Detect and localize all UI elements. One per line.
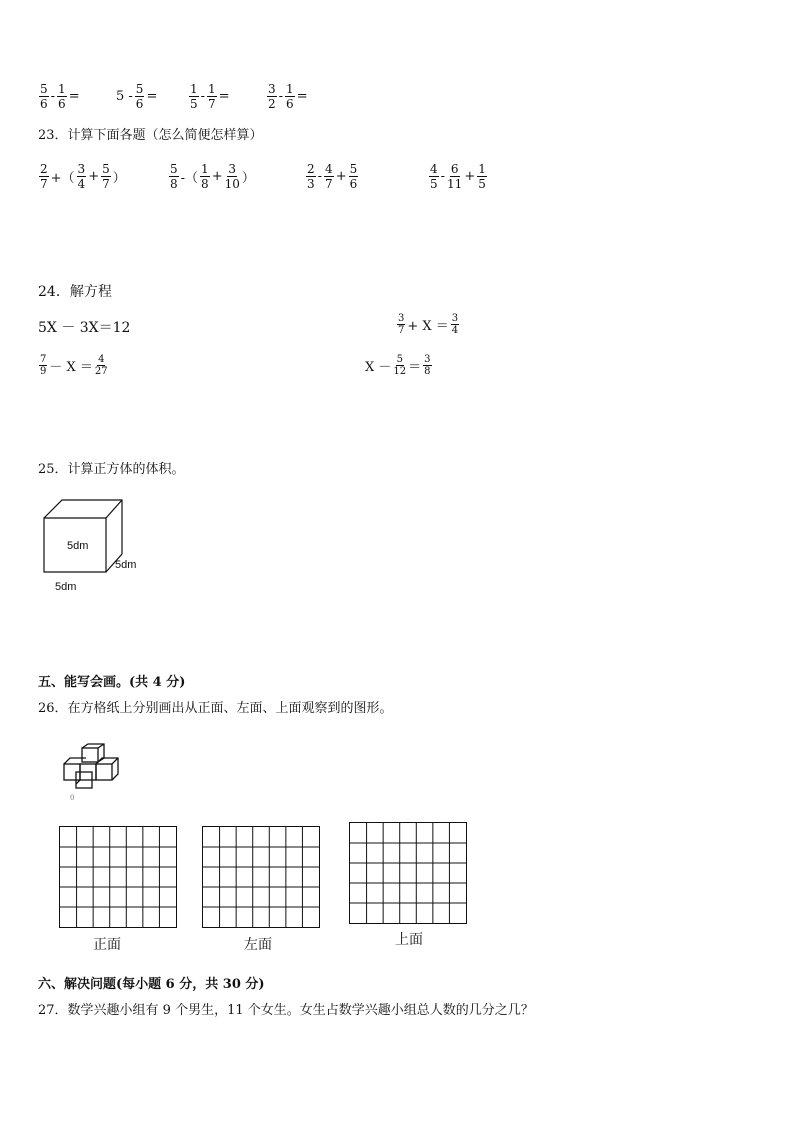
fraction: [451, 313, 459, 336]
numerator: 3: [424, 354, 431, 365]
denominator: 7: [102, 177, 110, 191]
expr-23-4: [428, 162, 488, 191]
fraction: [169, 162, 179, 191]
operator: -（: [180, 171, 199, 186]
question-24-title: 24．解方程: [38, 284, 112, 300]
denominator: 12: [393, 366, 407, 377]
numerator: 2: [307, 162, 315, 176]
operator: =: [296, 89, 308, 104]
numerator: 3: [268, 82, 276, 96]
denominator: 7: [40, 177, 48, 191]
cube-label-bottom: 5dm: [55, 581, 77, 593]
denominator: 3: [307, 177, 315, 191]
numerator: 2: [40, 162, 48, 176]
fraction: [423, 354, 431, 377]
numerator: 3: [228, 162, 237, 176]
numerator: 3: [451, 313, 459, 324]
denominator: 6: [286, 97, 294, 111]
fraction: [306, 162, 316, 191]
operator: + X ＝: [407, 319, 449, 334]
fraction: [95, 354, 108, 377]
fraction: [397, 313, 405, 336]
operator: ）: [241, 171, 255, 186]
operator: ）: [112, 171, 126, 186]
numerator: 3: [398, 313, 405, 324]
denominator: 6: [135, 97, 144, 111]
fraction: [207, 82, 217, 111]
fraction: [324, 162, 334, 191]
numerator: 1: [201, 162, 209, 176]
denominator: 27: [94, 366, 108, 377]
operator: ＝: [408, 360, 422, 375]
fraction: [39, 354, 47, 377]
operator: 5 -: [116, 89, 133, 104]
denominator: 7: [208, 97, 216, 111]
expr-22-2: [115, 82, 158, 111]
equation-2: [396, 313, 460, 336]
operator: +: [88, 169, 100, 184]
fraction: [39, 82, 49, 111]
denominator: 7: [398, 325, 405, 336]
denominator: 4: [451, 325, 459, 336]
cube-label-side: 5dm: [115, 559, 137, 571]
expr-22-3: [188, 82, 231, 111]
denominator: 6: [40, 97, 48, 111]
denominator: 8: [424, 366, 431, 377]
cube-diagram: [40, 496, 126, 576]
fraction: [447, 162, 462, 191]
equation-4: [364, 354, 433, 377]
expr-22-1: [38, 82, 81, 111]
denominator: 8: [201, 177, 209, 191]
grid-top[interactable]: [349, 822, 467, 924]
operator: +（: [50, 171, 75, 186]
numerator: 4: [98, 354, 105, 365]
denominator: 10: [224, 177, 240, 191]
operator: -: [278, 89, 284, 104]
fraction: [393, 354, 406, 377]
operator: =: [68, 89, 80, 104]
fraction: [189, 82, 199, 111]
question-27-text: 27．数学兴趣小组有 9 个男生，11 个女生。女生占数学兴趣小组总人数的几分之几？: [38, 1003, 534, 1018]
expr-22-4: [266, 82, 309, 111]
denominator: 5: [430, 177, 438, 191]
cube-stack-figure: [58, 742, 128, 802]
denominator: 6: [349, 177, 358, 191]
operator: =: [218, 89, 230, 104]
numerator: 5: [102, 162, 110, 176]
grid-front[interactable]: [59, 826, 177, 928]
fraction: [200, 162, 210, 191]
numerator: 7: [40, 354, 47, 365]
operator: =: [146, 89, 158, 104]
svg-text:0: 0: [70, 794, 75, 802]
grid-left[interactable]: [202, 826, 320, 928]
fraction: [135, 82, 145, 111]
numerator: 6: [450, 162, 459, 176]
numerator: 5: [349, 162, 358, 176]
grid-label-front: 正面: [93, 937, 121, 953]
question-23-title: 23．计算下面各题（怎么简便怎样算）: [38, 128, 263, 143]
expr-23-3: [305, 162, 359, 191]
fraction: [349, 162, 359, 191]
operator: +: [464, 169, 476, 184]
numerator: 5: [135, 82, 144, 96]
grid-label-left: 左面: [244, 937, 272, 953]
fraction: [267, 82, 277, 111]
section-5-title: 五、能写会画。(共 4 分): [38, 675, 186, 690]
denominator: 8: [170, 177, 178, 191]
operator: X －: [365, 360, 392, 375]
denominator: 5: [190, 97, 198, 111]
numerator: 5: [170, 162, 178, 176]
denominator: 2: [268, 97, 276, 111]
question-26-text: 26．在方格纸上分别画出从正面、左面、上面观察到的图形。: [38, 701, 393, 716]
section-6-title: 六、解决问题(每小题 6 分，共 30 分): [38, 977, 265, 992]
fraction: [477, 162, 487, 191]
numerator: 1: [478, 162, 486, 176]
cube-label-front: 5dm: [67, 540, 89, 552]
expr-23-2: [168, 162, 256, 191]
equation-1: 5X － 3X＝12: [38, 320, 131, 336]
fraction: [57, 82, 67, 111]
expr-23-1: [38, 162, 127, 191]
numerator: 1: [208, 82, 216, 96]
denominator: 4: [77, 177, 86, 191]
numerator: 5: [396, 354, 403, 365]
grid-label-top: 上面: [395, 932, 423, 948]
operator: -: [440, 169, 446, 184]
operator: -: [50, 89, 56, 104]
fraction: [101, 162, 111, 191]
fraction: [225, 162, 240, 191]
fraction: [77, 162, 87, 191]
operator: -: [317, 169, 323, 184]
denominator: 7: [325, 177, 333, 191]
question-25-title: 25．计算正方体的体积。: [38, 462, 185, 477]
operator: +: [211, 169, 223, 184]
operator: － X ＝: [49, 360, 93, 375]
equation-3: [38, 354, 109, 377]
fraction: [39, 162, 49, 191]
denominator: 6: [58, 97, 66, 111]
denominator: 5: [478, 177, 486, 191]
numerator: 1: [286, 82, 294, 96]
operator: +: [335, 169, 347, 184]
numerator: 5: [40, 82, 48, 96]
numerator: 4: [325, 162, 333, 176]
numerator: 3: [77, 162, 86, 176]
fraction: [429, 162, 439, 191]
denominator: 11: [447, 177, 463, 191]
numerator: 1: [190, 82, 198, 96]
operator: -: [200, 89, 206, 104]
fraction: [285, 82, 295, 111]
denominator: 9: [40, 366, 47, 377]
numerator: 4: [430, 162, 438, 176]
numerator: 1: [58, 82, 66, 96]
